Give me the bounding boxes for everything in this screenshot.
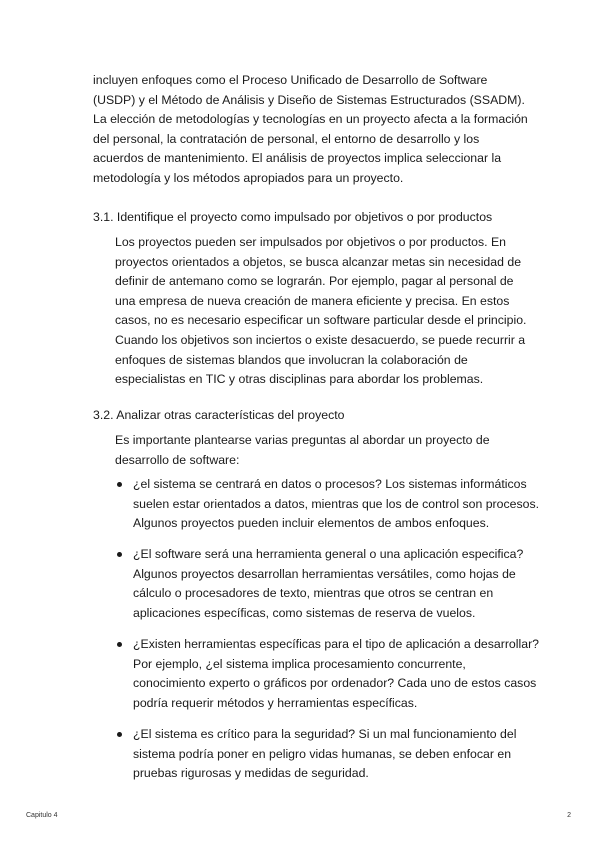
- footer-page-number: 2: [567, 812, 571, 819]
- bullet-dot-icon: [117, 732, 122, 737]
- list-item: [115, 545, 540, 623]
- questions-list: [115, 475, 540, 795]
- bullet-dot-icon: [117, 482, 122, 487]
- list-item: [115, 725, 540, 784]
- section-3-1-body: Los proyectos pueden ser impulsados por objetivos o por productos. En proyectos orientados a objetos, se busca alcanzar metas sin necesidad de definir de antemano como se lograrán. Por ejemplo, pagar al personal de una empresa de nueva creación de manera eficiente y precisa. En estos casos, no es necesario especificar un software particular desde el principio. Cuando los objetivos son inciertos o existe desacuerdo, se puede recurrir a enfoques de sistemas blandos que involucran la colaboración de especialistas en TIC y otras disciplinas para abordar los problemas.: [115, 235, 527, 387]
- section-3-1-heading: 3.1. Identifique el proyecto como impulsado por objetivos o por productos: [93, 210, 493, 224]
- section-3-2-body: Es importante plantearse varias preguntas al abordar un proyecto de desarrollo de software:: [115, 433, 490, 467]
- list-item: [115, 475, 540, 534]
- list-item-text: ¿el sistema se centrará en datos o procesos? Los sistemas informáticos suelen estar orientados a datos, mientras que los de control son procesos. Algunos proyectos pueden incluir elementos de ambos enfoques.: [133, 477, 540, 531]
- list-item-text: ¿El software será una herramienta general o una aplicación especifica? Algunos proyectos desarrollan herramientas versátiles, como hojas de cálculo o procesadores de texto, mientras que otros se centran en aplicaciones específicas, como sistemas de reserva de vuelos.: [133, 547, 524, 621]
- intro-paragraph: incluyen enfoques como el Proceso Unificado de Desarrollo de Software (USDP) y el Método de Análisis y Diseño de Sistemas Estructurados (SSADM). La elección de metodologías y tecnologías en un proyecto afecta a la formación del personal, la contratación de personal, el entorno de desarrollo y los acuerdos de mantenimiento. El análisis de proyectos implica seleccionar la metodología y los métodos apropiados para un proyecto.: [93, 73, 528, 185]
- list-item: [115, 635, 540, 713]
- bullet-dot-icon: [117, 552, 122, 557]
- footer-chapter: Capitulo 4: [26, 812, 58, 819]
- section-3-2-heading: 3.2. Analizar otras características del proyecto: [93, 408, 345, 422]
- list-item-text: ¿Existen herramientas específicas para el tipo de aplicación a desarrollar? Por ejemplo, ¿el sistema implica procesamiento concurrente, conocimiento experto o gráficos por ordenador? Cada uno de estos casos podría requerir métodos y herramientas específicas.: [133, 637, 540, 710]
- bullet-dot-icon: [117, 642, 122, 647]
- list-item-text: ¿El sistema es crítico para la seguridad? Si un mal funcionamiento del sistema podría poner en peligro vidas humanas, se deben enfocar en pruebas rigurosas y medidas de seguridad.: [133, 727, 517, 781]
